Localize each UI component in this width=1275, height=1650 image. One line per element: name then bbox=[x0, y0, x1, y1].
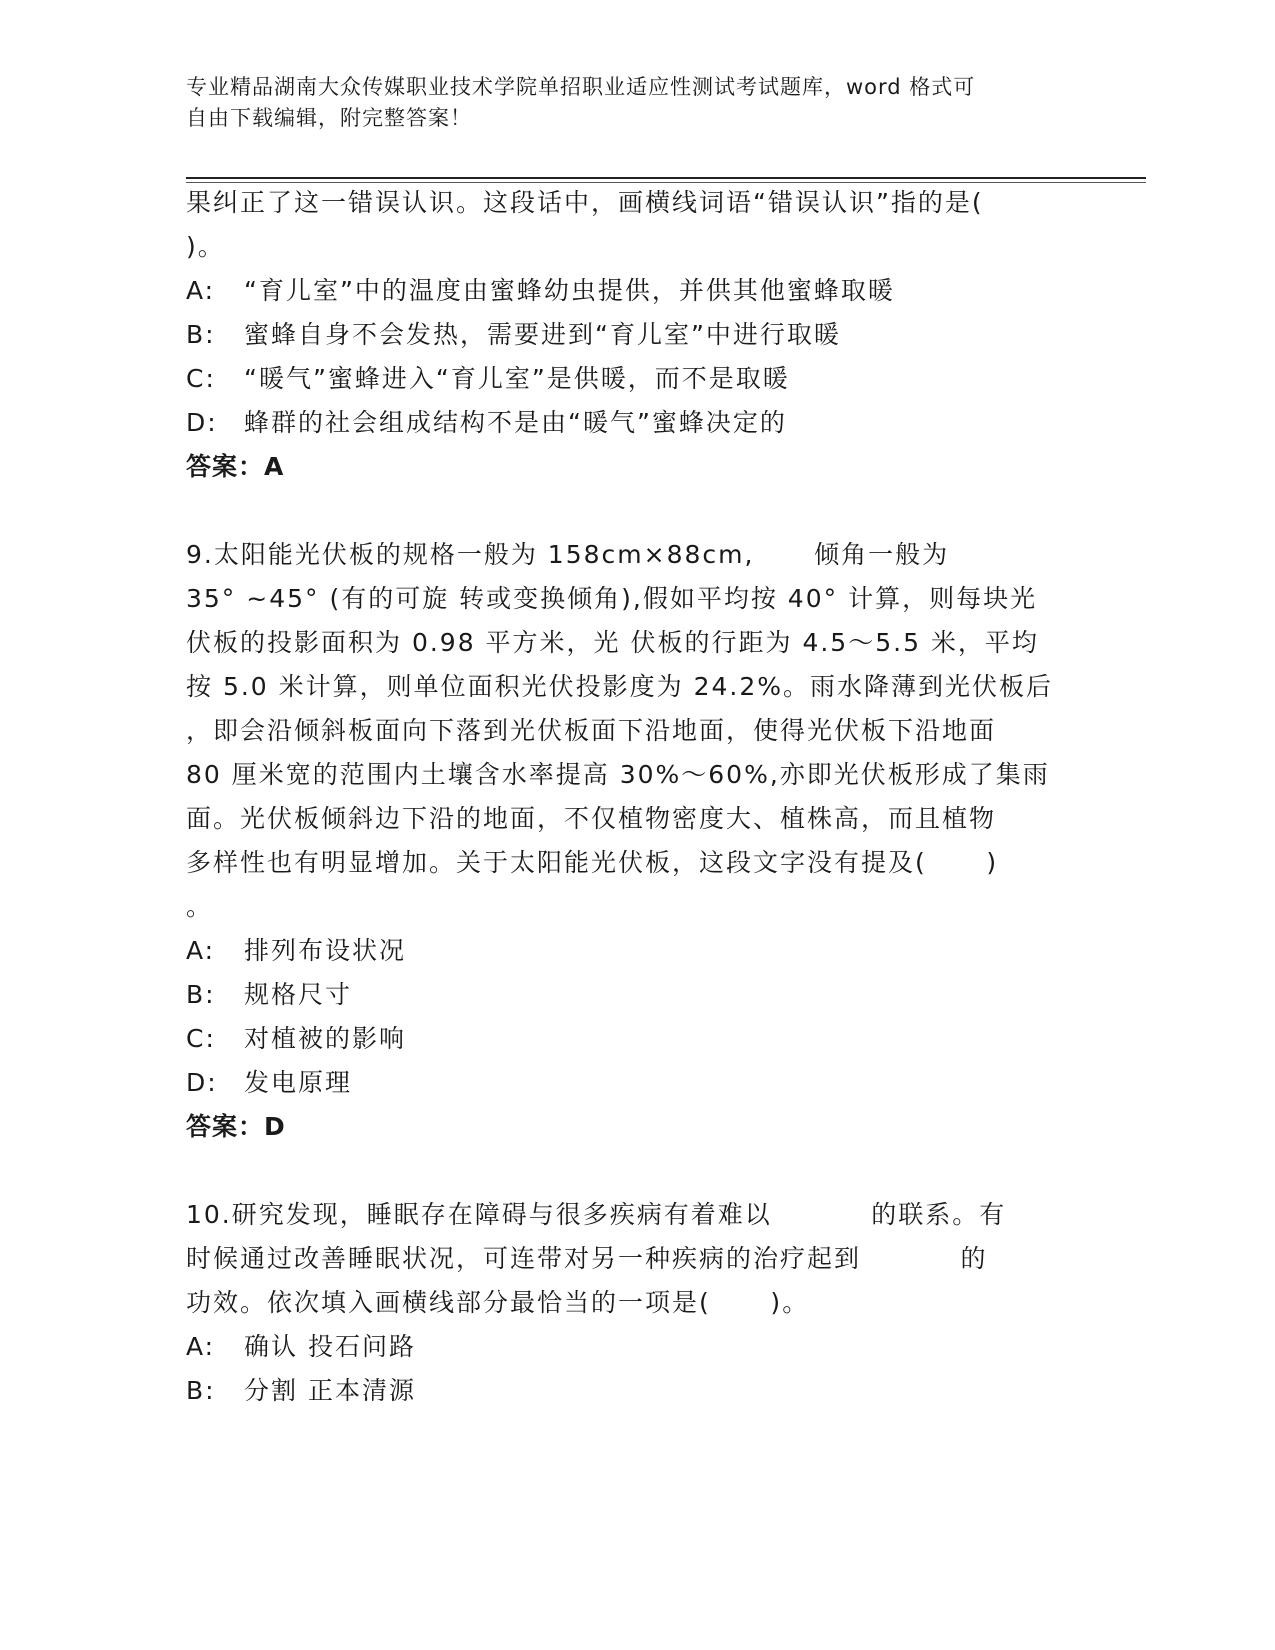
option-text: 确认 投石问路 bbox=[244, 1332, 416, 1361]
option-text: “暖气”蜜蜂进入“育儿室”是供暖，而不是取暖 bbox=[244, 364, 790, 393]
q9-stem-line-8: 多样性也有明显增加。关于太阳能光伏板，这段文字没有提及( ) bbox=[186, 848, 999, 877]
option-letter: A: bbox=[186, 276, 216, 305]
option-letter: C: bbox=[186, 364, 216, 393]
q10-stem-line-2: 时候通过改善睡眠状况，可连带对另一种疾病的治疗起到 的 bbox=[186, 1244, 988, 1273]
option-text: 排列布设状况 bbox=[244, 936, 407, 965]
q8-answer: 答案：A bbox=[186, 452, 285, 481]
option-letter: A: bbox=[186, 1332, 216, 1361]
q9-stem-line-2: 35° ~45° (有的可旋 转或变换倾角),假如平均按 40° 计算，则每块光 bbox=[186, 584, 1038, 613]
header-divider-thin bbox=[186, 182, 1146, 183]
q9-stem-line-3: 伏板的投影面积为 0.98 平方米，光 伏板的行距为 4.5～5.5 米，平均 bbox=[186, 628, 1039, 657]
q8-option-d bbox=[186, 406, 787, 440]
q9-option-a bbox=[186, 934, 406, 968]
q10-stem-line-3: 功效。依次填入画横线部分最恰当的一项是( )。 bbox=[186, 1288, 810, 1317]
q9-option-d bbox=[186, 1066, 352, 1100]
q8-option-c bbox=[186, 362, 790, 396]
option-text: 蜂群的社会组成结构不是由“暖气”蜜蜂决定的 bbox=[244, 408, 787, 437]
q10-option-a bbox=[186, 1330, 416, 1364]
header-divider bbox=[186, 177, 1146, 179]
q9-stem-line-1: 9.太阳能光伏板的规格一般为 158cm×88cm, 倾角一般为 bbox=[186, 540, 950, 569]
q9-stem-line-6: 80 厘米宽的范围内土壤含水率提高 30%～60%,亦即光伏板形成了集雨 bbox=[186, 760, 1050, 789]
option-letter: D: bbox=[186, 1068, 218, 1097]
option-letter: B: bbox=[186, 980, 216, 1009]
option-letter: B: bbox=[186, 320, 216, 349]
header-line-2: 自由下载编辑，附完整答案！ bbox=[186, 106, 472, 130]
option-text: 对植被的影响 bbox=[244, 1024, 407, 1053]
option-letter: B: bbox=[186, 1376, 216, 1405]
q10-stem-line-1: 10.研究发现，睡眠存在障碍与很多疾病有着难以 的联系。有 bbox=[186, 1200, 1007, 1229]
q8-option-a bbox=[186, 274, 895, 308]
q8-stem-line-1: 果纠正了这一错误认识。这段话中，画横线词语“错误认识”指的是( bbox=[186, 188, 984, 217]
q9-answer: 答案：D bbox=[186, 1112, 286, 1141]
option-letter: C: bbox=[186, 1024, 216, 1053]
header-line-1: 专业精品湖南大众传媒职业技术学院单招职业适应性测试考试题库，word 格式可 bbox=[186, 75, 976, 99]
q9-stem-line-7: 面。光伏板倾斜边下沿的地面，不仅植物密度大、植株高，而且植物 bbox=[186, 804, 997, 833]
option-text: 规格尺寸 bbox=[244, 980, 353, 1009]
option-letter: D: bbox=[186, 408, 218, 437]
q9-stem-line-9: 。 bbox=[186, 892, 214, 921]
q10-option-b bbox=[186, 1374, 416, 1408]
q9-option-c bbox=[186, 1022, 406, 1056]
q9-stem-line-5: ，即会沿倾斜板面向下落到光伏板面下沿地面，使得光伏板下沿地面 bbox=[186, 716, 997, 745]
q9-stem-line-4: 按 5.0 米计算，则单位面积光伏投影度为 24.2%。雨水降薄到光伏板后 bbox=[186, 672, 1054, 701]
option-text: 发电原理 bbox=[244, 1068, 353, 1097]
option-text: 蜜蜂自身不会发热，需要进到“育儿室”中进行取暖 bbox=[244, 320, 841, 349]
page-header bbox=[186, 72, 1066, 134]
option-letter: A: bbox=[186, 936, 216, 965]
q8-stem-line-2: )。 bbox=[186, 232, 225, 261]
q8-option-b bbox=[186, 318, 841, 352]
q9-option-b bbox=[186, 978, 352, 1012]
option-text: 分割 正本清源 bbox=[244, 1376, 416, 1405]
option-text: “育儿室”中的温度由蜜蜂幼虫提供，并供其他蜜蜂取暖 bbox=[244, 276, 895, 305]
